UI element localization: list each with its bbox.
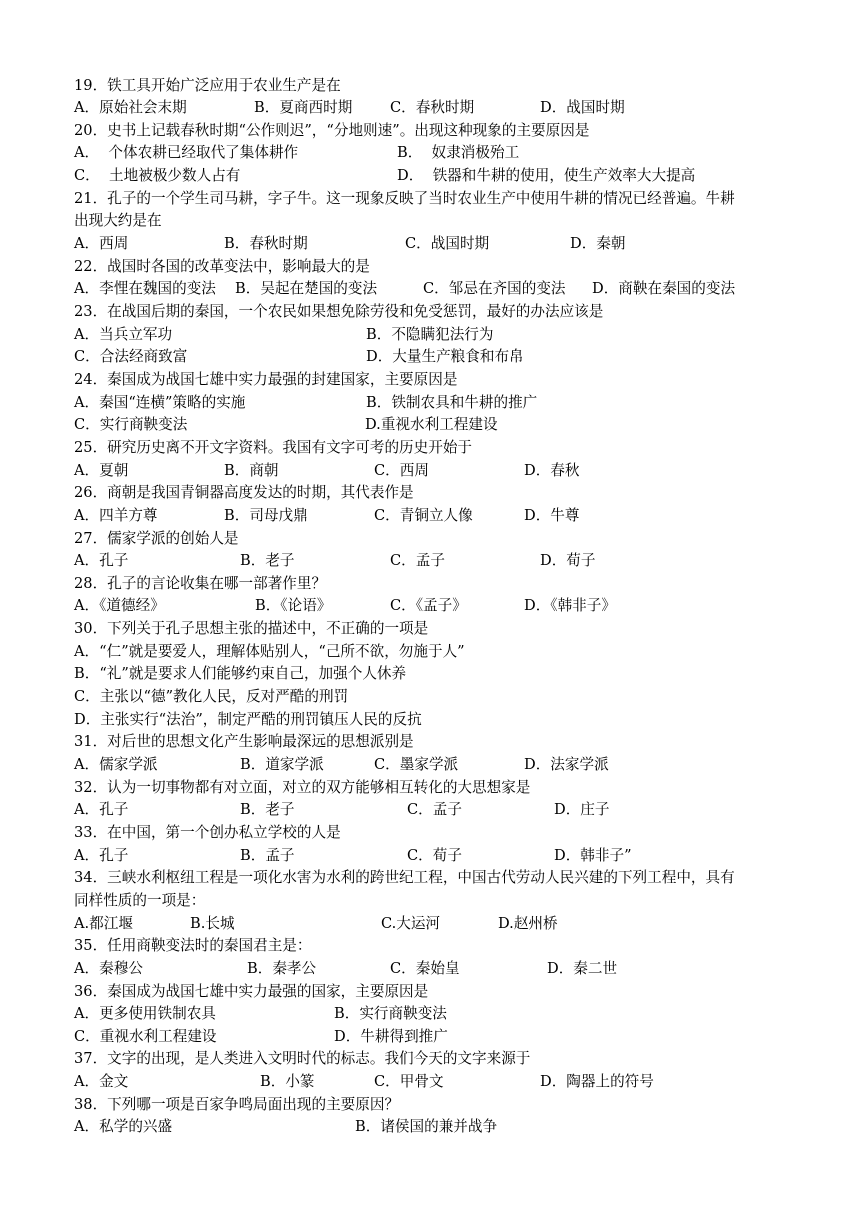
options-row [74, 414, 820, 437]
answer-option: A．金文 [74, 1073, 129, 1091]
answer-option: A．夏朝 [74, 461, 129, 479]
options-row [74, 505, 820, 528]
options-row [74, 233, 820, 256]
question-stem: 27．儒家学派的创始人是 [74, 529, 239, 547]
question-stem: 31．对后世的思想文化产生影响最深远的思想派别是 [74, 733, 414, 751]
options-row [74, 1026, 820, 1049]
answer-option: C．重视水利工程建设 [74, 1027, 217, 1045]
options-row [74, 754, 820, 777]
answer-option: B．小篆 [260, 1073, 315, 1091]
answer-option: D．牛尊 [524, 506, 580, 524]
answer-option: C．春秋时期 [390, 99, 475, 117]
answer-option: B．“礼”就是要求人们能够约束自己，加强个人休养 [74, 665, 407, 683]
answer-option: D．荀子 [540, 552, 596, 570]
answer-option: D．大量生产粮食和布帛 [366, 348, 524, 366]
question-stem: 35．任用商鞅变法时的秦国君主是： [74, 937, 312, 955]
answer-option: A．更多使用铁制农具 [74, 1005, 216, 1023]
options-row [74, 324, 820, 347]
answer-option: A．李悝在魏国的变法 [74, 280, 216, 298]
question-stem: 26．商朝是我国青铜器高度发达的时期，其代表作是 [74, 484, 414, 502]
options-row [74, 958, 820, 981]
question-stem: 21．孔子的一个学生司马耕，字子牛。这一现象反映了当时农业生产中使用牛耕的情况已经普遍。牛耕 [74, 189, 735, 207]
answer-option: C．邹忌在齐国的变法 [423, 280, 566, 298]
answer-option: A．儒家学派 [74, 756, 158, 773]
answer-option: A.都江堰 [74, 914, 133, 932]
question-stem-continued: 出现大约是在 [74, 212, 162, 230]
options-row [74, 709, 820, 732]
answer-option: D．主张实行“法治”，制定严酷的刑罚镇压人民的反抗 [74, 710, 422, 728]
answer-option: B． 奴隶消极殆工 [397, 144, 520, 162]
answer-option: D． 铁器和牛耕的使用，使生产效率大大提高 [397, 167, 696, 185]
answer-option: D．庄子 [554, 801, 610, 819]
options-row [74, 278, 820, 301]
answer-option: A．孔子 [74, 846, 129, 864]
answer-option: D．商鞅在秦国的变法 [592, 280, 736, 298]
answer-option: B．《论语》 [255, 597, 332, 615]
answer-option: C．《孟子》 [390, 597, 467, 615]
options-row [74, 1003, 820, 1026]
question-stem: 32．认为一切事物都有对立面，对立的双方能够相互转化的大思想家是 [74, 778, 531, 796]
options-row [74, 1116, 820, 1139]
question-stem: 23．在战国后期的秦国，一个农民如果想免除劳役和免受惩罚，最好的办法应该是 [74, 303, 604, 320]
answer-option: A．《道德经》 [74, 597, 165, 615]
question-stem-continued: 同样性质的一项是： [74, 891, 206, 909]
options-row [74, 845, 820, 868]
options-row [74, 913, 820, 936]
answer-option: B．吴起在楚国的变法 [235, 280, 378, 298]
answer-option: A．原始社会末期 [74, 99, 187, 117]
answer-option: B．夏商西时期 [254, 99, 353, 117]
answer-option: D．春秋 [524, 461, 580, 479]
answer-option: B．不隐瞒犯法行为 [366, 325, 494, 343]
answer-option: C．合法经商致富 [74, 348, 188, 366]
answer-option: B．商朝 [224, 461, 279, 479]
answer-option: D．战国时期 [540, 99, 625, 117]
answer-option: A．四羊方尊 [74, 506, 158, 524]
answer-option: C．实行商鞅变法 [74, 416, 188, 434]
question-stem: 24．秦国成为战国七雄中实力最强的封建国家，主要原因是 [74, 370, 458, 388]
question-stem: 34．三峡水利枢纽工程是一项化水害为水利的跨世纪工程，中国古代劳动人民兴建的下列工程中，具有 [74, 869, 735, 887]
options-row [74, 165, 820, 188]
question-stem: 30．下列关于孔子思想主张的描述中，不正确的一项是 [74, 620, 429, 638]
answer-option: C． 土地被极少数人占有 [74, 167, 241, 185]
answer-option: D.重视水利工程建设 [365, 416, 498, 434]
answer-option: C．荀子 [407, 846, 462, 864]
question-stem: 20．史书上记载春秋时期“公作则迟”，“分地则速”。出现这种现象的主要原因是 [74, 121, 590, 139]
answer-option: B．秦孝公 [247, 959, 317, 977]
answer-option: B．老子 [240, 801, 295, 819]
answer-option: B．道家学派 [240, 756, 324, 773]
answer-option: C．孟子 [390, 552, 445, 570]
answer-option: A．秦穆公 [74, 959, 143, 977]
answer-option: D．陶器上的符号 [540, 1073, 654, 1091]
answer-option: A．孔子 [74, 552, 129, 570]
answer-option: D．法家学派 [524, 756, 609, 773]
answer-option: B．铁制农具和牛耕的推广 [366, 393, 538, 411]
options-row [74, 142, 820, 165]
answer-option: A．西周 [74, 235, 129, 253]
answer-option: A．秦国“连横”策略的实施 [74, 393, 246, 411]
answer-option: C．秦始皇 [390, 959, 460, 977]
answer-option: B．诸侯国的兼并战争 [355, 1118, 498, 1136]
options-row [74, 97, 820, 120]
question-stem: 28．孔子的言论收集在哪一部著作里？ [74, 574, 327, 592]
question-stem: 19．铁工具开始广泛应用于农业生产是在 [74, 76, 341, 94]
question-stem: 33．在中国，第一个创办私立学校的人是 [74, 823, 341, 841]
answer-option: C．主张以“德”教化人民，反对严酷的刑罚 [74, 688, 349, 706]
answer-option: D.赵州桥 [498, 914, 558, 932]
answer-option: A．“仁”就是要爱人，理解体贴别人，“己所不欲，勿施于人” [74, 642, 465, 660]
answer-option: D．韩非子” [554, 846, 632, 864]
options-row [74, 460, 820, 483]
answer-option: C．西周 [374, 461, 429, 479]
answer-option: C．青铜立人像 [374, 506, 473, 524]
answer-option: B．实行商鞅变法 [334, 1005, 447, 1023]
answer-option: C．甲骨文 [374, 1073, 444, 1091]
options-row [74, 641, 820, 664]
answer-option: A．孔子 [74, 801, 129, 819]
answer-option: A． 个体农耕已经取代了集体耕作 [74, 144, 299, 162]
options-row [74, 595, 820, 618]
question-stem: 38．下列哪一项是百家争鸣局面出现的主要原因？ [74, 1095, 400, 1113]
answer-option: A．当兵立军功 [74, 325, 173, 343]
answer-option: B．孟子 [240, 846, 295, 864]
answer-option: B．老子 [240, 552, 295, 570]
options-row [74, 346, 820, 369]
question-stem: 37．文字的出现，是人类进入文明时代的标志。我们今天的文字来源于 [74, 1050, 531, 1068]
answer-option: D．秦二世 [547, 959, 618, 977]
answer-option: C.大运河 [381, 914, 441, 932]
answer-option: B．春秋时期 [224, 235, 308, 253]
answer-option: D．秦朝 [570, 235, 626, 253]
answer-option: D．《韩非子》 [524, 597, 616, 615]
answer-option: A．私学的兴盛 [74, 1118, 173, 1136]
answer-option: C．战国时期 [405, 235, 490, 253]
question-stem: 36．秦国成为战国七雄中实力最强的国家，主要原因是 [74, 982, 429, 1000]
options-row [74, 799, 820, 822]
answer-option: B．司母戊鼎 [224, 506, 308, 524]
options-row [74, 550, 820, 573]
answer-option: C．孟子 [407, 801, 462, 819]
options-row [74, 663, 820, 686]
question-stem: 25．研究历史离不开文字资料。我国有文字可考的历史开始于 [74, 438, 473, 456]
question-stem: 22．战国时各国的改革变法中，影响最大的是 [74, 257, 370, 275]
answer-option: B.长城 [190, 914, 235, 932]
answer-option: D．牛耕得到推广 [334, 1027, 448, 1045]
options-row [74, 686, 820, 709]
answer-option: C．墨家学派 [374, 756, 459, 773]
options-row [74, 392, 820, 415]
options-row [74, 1071, 820, 1094]
